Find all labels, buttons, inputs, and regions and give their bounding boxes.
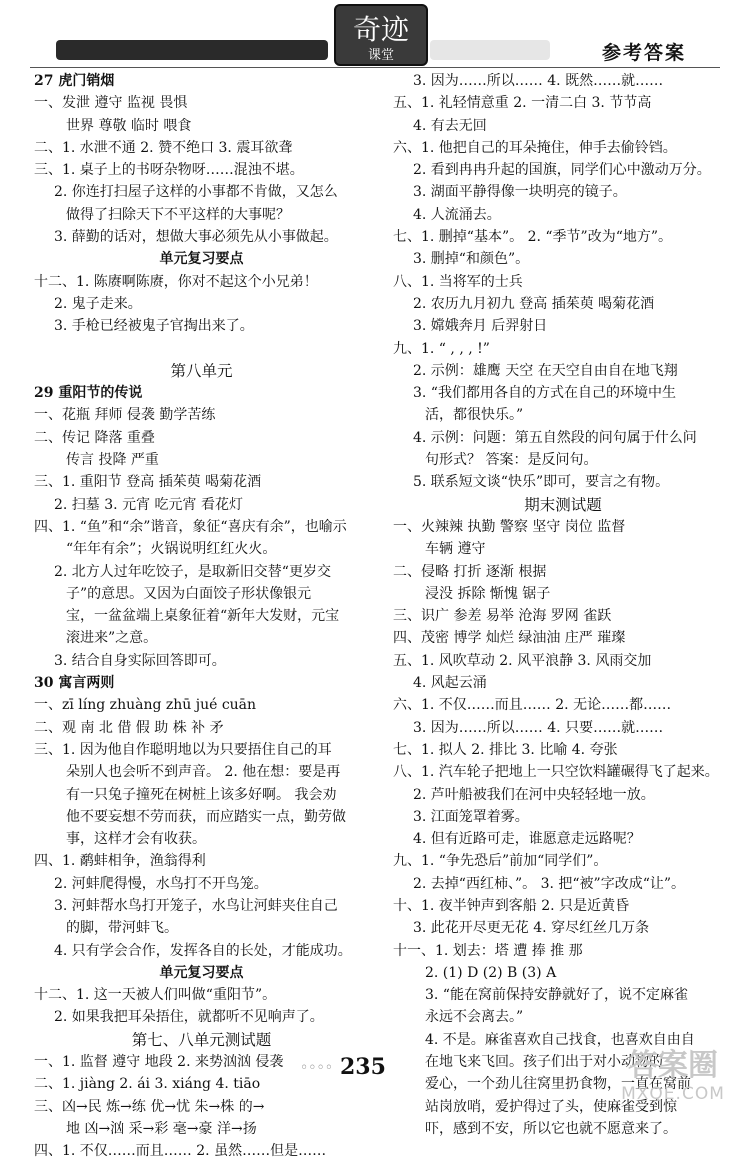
answer-line: 第七、八单元测试题	[131, 1030, 272, 1049]
answer-line: 4. 只有学会合作，发挥各自的长处，才能成功。	[54, 942, 352, 959]
answer-line: 子”的意思。又因为白面饺子形状像银元	[66, 585, 312, 602]
answer-line: 一、火辣辣 执勤 警察 坚守 岗位 监督	[393, 518, 626, 535]
answer-line: 四、1. “鱼”和“余”谐音，象征“喜庆有余”，也喻示	[34, 518, 347, 535]
answer-line: 4. 示例：问题：第五自然段的问句属于什么问	[413, 429, 697, 446]
watermark	[608, 1040, 738, 1104]
answer-line: 一、发泄 遵守 监视 畏惧	[34, 95, 188, 112]
right-column	[393, 70, 733, 1140]
page-number: 235	[340, 1054, 386, 1080]
watermark-title: 答案圈	[628, 1048, 718, 1083]
answer-line: 的脚，带河蚌飞。	[66, 920, 178, 937]
answer-line: 3. 此花开尽更无花 4. 穿尽红丝几万条	[413, 920, 650, 937]
answer-line: 3. 河蚌帮水鸟打开笼子，水鸟让河蚌夹住自己	[54, 897, 338, 914]
answer-line: 3. 因为……所以…… 4. 既然……就……	[413, 73, 664, 89]
answer-line: 七、1. 删掉“基本”。 2. “季节”改为“地方”。	[393, 229, 673, 246]
answer-line: 十二、1. 陈赓啊陈赓，你对不起这个小兄弟！	[34, 273, 318, 290]
answer-line: 3. 手枪已经被鬼子官掏出来了。	[54, 318, 254, 335]
answer-line: 单元复习要点	[159, 251, 244, 268]
answer-line: 句形式？ 答案：是反问句。	[425, 452, 598, 469]
answer-line: 事，这样才会有收获。	[66, 831, 206, 848]
answer-line: 宝，一盆盆端上桌象征着“新年大发财，元宝	[66, 608, 340, 625]
answer-line: 四、1. 鹬蚌相争，渔翁得利	[34, 853, 206, 870]
answer-line: 2. 示例：雄鹰 天空 在天空自由自在地飞翔	[413, 362, 678, 379]
answer-line: 九、1. “争先恐后”前加“同学们”。	[393, 853, 608, 870]
answer-line: 二、1. 水泄不通 2. 赞不绝口 3. 震耳欲聋	[34, 139, 293, 156]
answer-line: 四、茂密 博学 灿烂 绿油油 庄严 璀璨	[393, 630, 626, 647]
answer-line: 爱心，一个劲儿往窝里扔食物，一直在窝前	[425, 1076, 691, 1093]
answer-line: “年年有余”；火锅说明红红火火。	[66, 541, 277, 558]
answer-line: 三、1. 因为他自作聪明地以为只要捂住自己的耳	[34, 741, 332, 758]
answer-line: 三、凶→民 炼→练 优→忧 朱→株 的→	[34, 1098, 265, 1115]
answer-line: 3. 因为……所以…… 4. 只要……就……	[413, 719, 664, 736]
answer-line: 4. 但有近路可走，谁愿意走远路呢？	[413, 831, 641, 848]
header-banner-decoration	[56, 40, 328, 60]
answer-line: 世界 尊敬 临时 喂食	[66, 117, 192, 134]
header-divider	[30, 67, 720, 68]
answer-line: 2. 看到冉冉升起的国旗，同学们心中激动万分。	[413, 162, 711, 179]
answer-line: 五、1. 风吹草动 2. 风平浪静 3. 风雨交加	[393, 652, 652, 669]
answer-line: 吓，感到不安，所以它也就不愿意来了。	[425, 1120, 677, 1137]
answer-line: 2. 农历九月初九 登高 插茱萸 喝菊花酒	[413, 295, 655, 312]
answer-line: 单元复习要点	[159, 964, 244, 981]
answer-line: 2. (1) D (2) B (3) A	[425, 964, 557, 981]
answer-line: 2. 芦叶船被我们在河中央轻轻地一放。	[413, 786, 655, 803]
header-banner-right	[430, 40, 550, 60]
answer-line: 2. 扫墓 3. 元宵 吃元宵 看花灯	[54, 496, 243, 513]
answer-line: 期末测试题	[524, 495, 602, 514]
answer-line: 二、1. jiàng 2. ái 3. xiáng 4. tiāo	[34, 1076, 261, 1093]
answer-line: 十一、1. 划去：塔 遭 捧 推 那	[393, 942, 583, 959]
answer-line: 浸没 拆除 惭愧 锯子	[425, 585, 551, 602]
answer-line: 朵别人也会听不到声音。 2. 他在想：要是再	[66, 764, 341, 781]
page-number-ornament: ◦◦◦◦	[300, 1060, 334, 1076]
answer-line: 六、1. 他把自己的耳朵掩住，伸手去偷铃铛。	[393, 139, 677, 156]
answer-line: 30 寓言两则	[34, 675, 115, 692]
answer-line: 4. 人流涌去。	[413, 206, 501, 223]
answer-line: 做得了扫除天下不平这样的大事呢？	[66, 206, 290, 223]
answer-line: 九、1. “ , , , !”	[393, 340, 490, 357]
answer-line: 2. 去掉“西红柿、”。 3. 把“被”字改成“让”。	[413, 875, 686, 892]
answer-line: 第八单元	[170, 361, 233, 380]
answer-line: 七、1. 拟人 2. 排比 3. 比喻 4. 夸张	[393, 741, 618, 758]
answer-line: 他不要妄想不劳而获，而应踏实一点，勤劳做	[66, 808, 346, 825]
answer-line: 2. 你连打扫屋子这样的小事都不肯做，又怎么	[54, 184, 338, 201]
answer-line: 五、1. 礼轻情意重 2. 一清二白 3. 节节高	[393, 95, 652, 112]
answer-line: 二、观 南 北 借 假 助 株 补 矛	[34, 719, 224, 736]
answer-line: 一、花瓶 拜师 侵袭 勤学苦练	[34, 407, 216, 424]
answer-line: 3. 结合自身实际回答即可。	[54, 652, 226, 669]
answer-line	[34, 338, 369, 360]
answer-line: 3. “能在窝前保持安静就好了，说不定麻雀	[425, 987, 688, 1004]
answer-line: 2. 鬼子走来。	[54, 295, 142, 312]
answer-line: 八、1. 当将军的士兵	[393, 273, 523, 290]
answer-line: 5. 联系短文谈“快乐”即可，要言之有物。	[413, 474, 670, 491]
answer-line: 六、1. 不仅……而且…… 2. 无论……都……	[393, 697, 672, 714]
left-column	[34, 70, 369, 1163]
answer-line: 二、侵略 打折 逐渐 根据	[393, 563, 547, 580]
answer-line: 车辆 遵守	[425, 541, 486, 558]
answer-line: 3. 删掉“和颜色”。	[413, 251, 530, 268]
answer-line: 传言 投降 严重	[66, 452, 159, 469]
answer-line: 4. 风起云涌	[413, 675, 487, 692]
answer-line: 4. 不是。麻雀喜欢自己找食，也喜欢自由自	[425, 1031, 695, 1048]
answer-line: 二、传记 降落 重叠	[34, 429, 155, 446]
answer-line: 四、1. 不仅……而且…… 2. 虽然……但是……	[34, 1143, 327, 1160]
answer-line: 3. 湖面平静得像一块明亮的镜子。	[413, 184, 627, 201]
answer-line: 站岗放哨，爱护得过了头，使麻雀受到惊	[425, 1098, 677, 1115]
answer-line: 十二、1. 这一天被人们叫做“重阳节”。	[34, 987, 277, 1004]
answer-line: 2. 如果我把耳朵捂住，就都听不见响声了。	[54, 1009, 324, 1026]
answer-line: 三、1. 重阳节 登高 插茱萸 喝菊花酒	[34, 474, 262, 491]
answer-line: 三、1. 桌子上的书呀杂物呀……混浊不堪。	[34, 162, 304, 179]
watermark-url: MXQE.COM	[621, 1084, 725, 1104]
answer-line: 29 重阳节的传说	[34, 385, 143, 402]
answer-line: 八、1. 汽车轮子把地上一只空饮料罐碾得飞了起来。	[393, 764, 719, 781]
answer-line: 滚进来”之意。	[66, 630, 158, 647]
answer-line: 活，都很快乐。”	[425, 407, 524, 424]
answer-line: 永远不会离去。”	[425, 1009, 524, 1026]
answer-line: 4. 有去无回	[413, 117, 487, 134]
answer-line: 27 虎门销烟	[34, 73, 115, 89]
answer-line: 3. 薛勤的话对，想做大事必须先从小事做起。	[54, 229, 338, 246]
answer-line: 一、1. 监督 遵守 地段 2. 来势汹汹 侵袭	[34, 1054, 284, 1071]
logo-main-text: 奇迹	[352, 13, 409, 46]
answer-line: 在地飞来飞回。孩子们出于对小动物的	[425, 1054, 663, 1071]
answer-line: 三、识广 参差 易举 沧海 罗网 雀跃	[393, 608, 612, 625]
answer-line: 2. 北方人过年吃饺子，是取新旧交替“更岁交	[54, 563, 331, 580]
page-header	[0, 0, 750, 70]
answer-line: 十、1. 夜半钟声到客船 2. 只是近黄昏	[393, 897, 630, 914]
book-logo	[334, 4, 428, 66]
answer-line: 一、zī líng zhuàng zhū jué cuān	[34, 697, 257, 714]
section-label: 参考答案	[602, 42, 687, 64]
answer-line: 3. 嫦娥奔月 后羿射日	[413, 318, 548, 335]
answer-line: 地 凶→汹 采→彩 毫→豪 洋→扬	[66, 1120, 257, 1137]
answer-line: 2. 河蚌爬得慢，水鸟打不开鸟笼。	[54, 875, 268, 892]
answer-line: 3. “我们都用各自的方式在自己的环境中生	[413, 385, 676, 402]
answer-line: 3. 江面笼罩着雾。	[413, 808, 529, 825]
answer-line: 有一只兔子撞死在树桩上该多好啊。 我会劝	[66, 786, 337, 803]
logo-sub-text: 课堂	[367, 48, 394, 63]
